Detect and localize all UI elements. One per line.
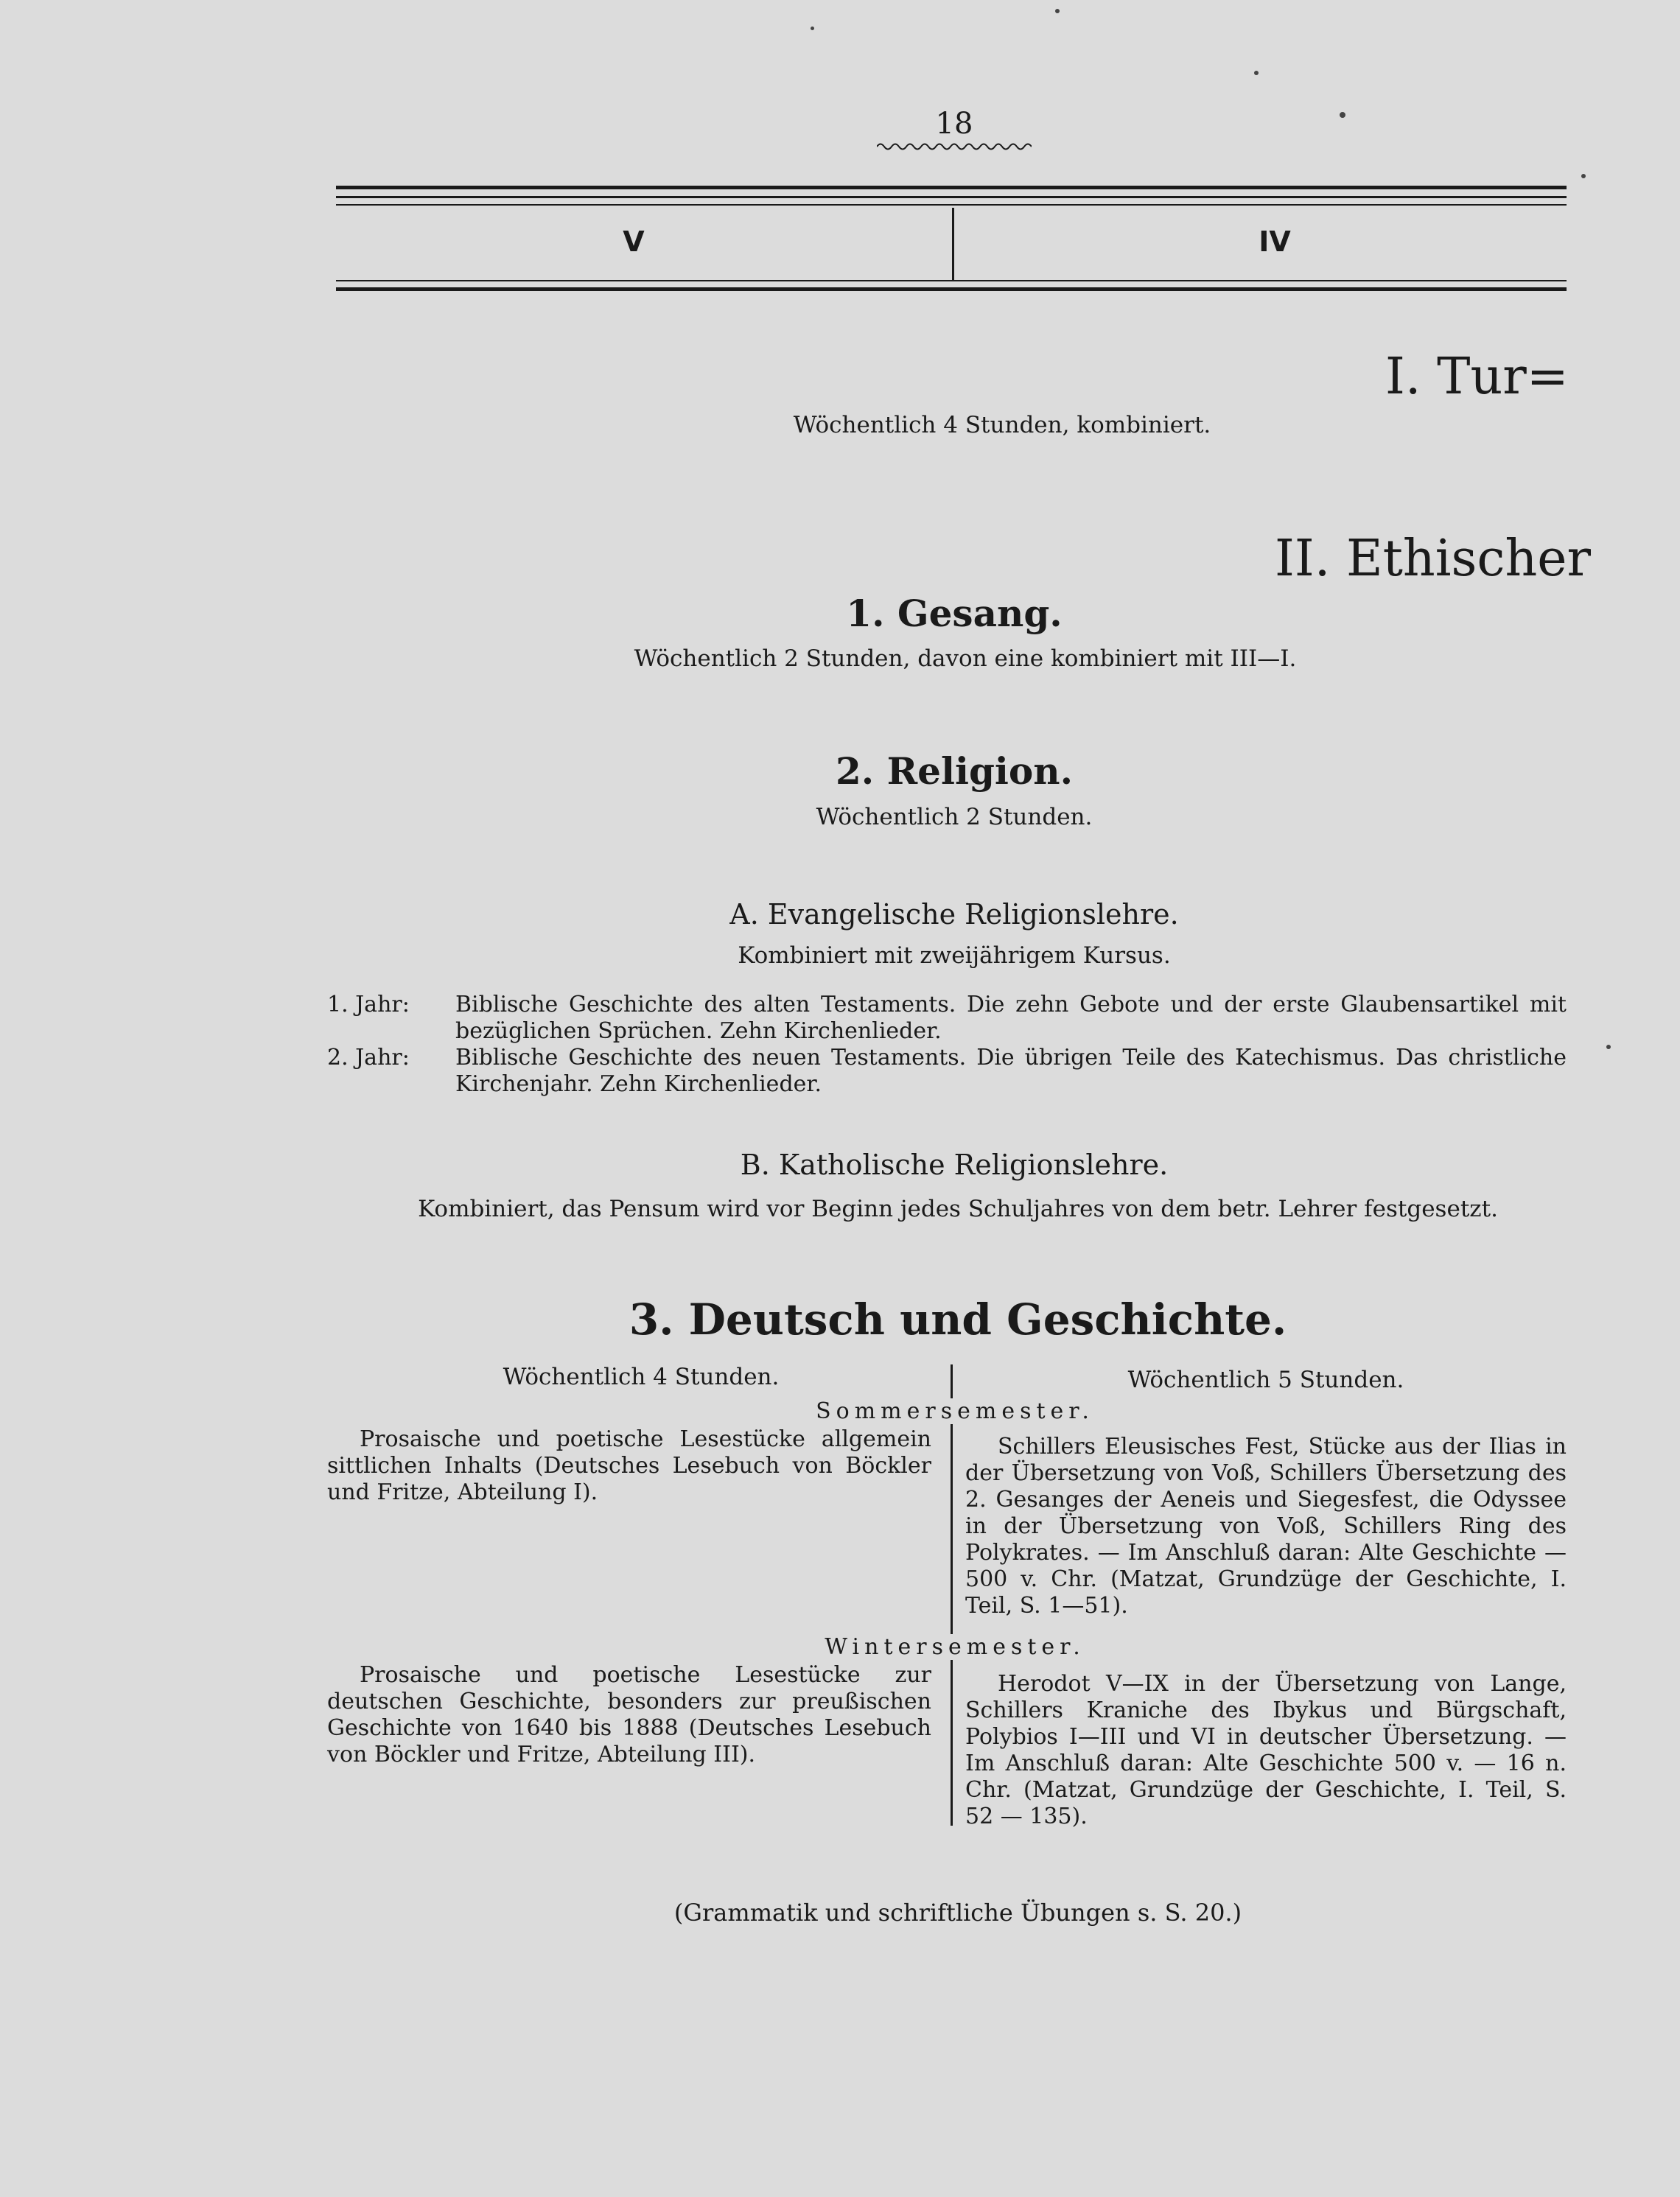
footer-note: (Grammatik und schriftliche Übungen s. S. 20.) [673, 1899, 1242, 1927]
subsection-religion-title: 2. Religion. [835, 749, 1074, 793]
paper-speck [1581, 174, 1586, 178]
page-number: 18 [935, 107, 973, 141]
column-divider [951, 1364, 953, 1826]
header-class-iv: IV [1259, 225, 1291, 258]
paper-speck [1606, 1045, 1611, 1049]
section-turnen-title: I. Tur= [1385, 348, 1569, 406]
winter-class-v-text: Prosaische und poetische Lesestücke zur deutschen Geschichte, besonders zur preußischen Geschichte von 1640 bis 1888 (Deutsches Lesebuch von Böckler und Fritze, Abteilung III). [327, 1662, 931, 1767]
header-rule-bottom [336, 280, 1567, 281]
sommer-class-v-text: Prosaische und poetische Lesestücke allgemein sittlichen Inhalts (Deutsches Lesebuch von Böckler und Fritze, Abteilung I). [327, 1426, 931, 1505]
paper-speck [1055, 9, 1060, 13]
evangelische-religionslehre-title: A. Evangelische Religionslehre. [729, 898, 1179, 931]
katholische-religionslehre-note: Kombiniert, das Pensum wird vor Beginn jedes Schuljahres von dem betr. Lehrer festgesetzt. [418, 1196, 1498, 1222]
header-rule-top [336, 204, 1567, 206]
wintersemester-label: Wintersemester. [803, 1634, 1107, 1660]
sommer-class-iv-text: Schillers Eleusisches Fest, Stücke aus der Ilias in der Übersetzung von Voß, Schillers Übersetzung des 2. Gesanges der Aeneis und Siegesfest, die Odyssee in der Übersetzung von Voß, Schillers Ring des Polykrates. — Im Anschluß daran: Alte Geschichte — 500 v. Chr. (Matzat, Grundzüge der Geschichte, I. Teil, S. 1—51). [965, 1434, 1567, 1619]
header-class-v: V [623, 225, 645, 258]
sommersemester-label: Sommersemester. [803, 1398, 1107, 1424]
page-number-ornament [877, 141, 1032, 152]
winter-class-iv-text: Herodot V—IX in der Übersetzung von Lange, Schillers Kraniche des Ibykus und Bürgschaft, Polybios I—III und VI in deutscher Übersetzung. — Im Anschluß daran: Alte Geschichte 500 v. — 16 n. Chr. (Matzat, Grundzüge der Geschichte, I. Teil, S. 52 — 135). [965, 1671, 1567, 1829]
subsection-religion-hours: Wöchentlich 2 Stunden. [816, 804, 1093, 830]
year-2-text: Biblische Geschichte des neuen Testaments. Die übrigen Teile des Katechismus. Das christliche Kirchenjahr. Zehn Kirchenlieder. [455, 1045, 1567, 1097]
section-ethischer-title: II. Ethischer [1275, 530, 1591, 588]
header-rule-bottom [336, 287, 1567, 291]
subsection-gesang-hours: Wöchentlich 2 Stunden, davon eine kombiniert mit III—I. [634, 645, 1297, 672]
subsection-gesang-title: 1. Gesang. [846, 592, 1063, 635]
header-rule-top [336, 186, 1567, 189]
year-2-label: 2. Jahr: [327, 1045, 410, 1071]
paper-speck [1254, 71, 1259, 75]
katholische-religionslehre-title: B. Katholische Religionslehre. [740, 1149, 1169, 1181]
class-iv-hours: Wöchentlich 5 Stunden. [1127, 1367, 1404, 1393]
header-rule-top [336, 196, 1567, 198]
header-column-divider [952, 208, 954, 280]
evangelische-religionslehre-note: Kombiniert mit zweijährigem Kursus. [738, 942, 1171, 969]
paper-speck [1340, 112, 1345, 118]
section-turnen-hours: Wöchentlich 4 Stunden, kombiniert. [793, 412, 1211, 438]
paper-speck [811, 27, 814, 30]
subsection-deutsch-title: 3. Deutsch und Geschichte. [629, 1294, 1287, 1345]
class-v-hours: Wöchentlich 4 Stunden. [503, 1364, 780, 1390]
year-1-label: 1. Jahr: [327, 992, 410, 1017]
year-1-text: Biblische Geschichte des alten Testaments. Die zehn Gebote und der erste Glaubensartikel mit bezüglichen Sprüchen. Zehn Kirchenlieder. [455, 992, 1567, 1044]
